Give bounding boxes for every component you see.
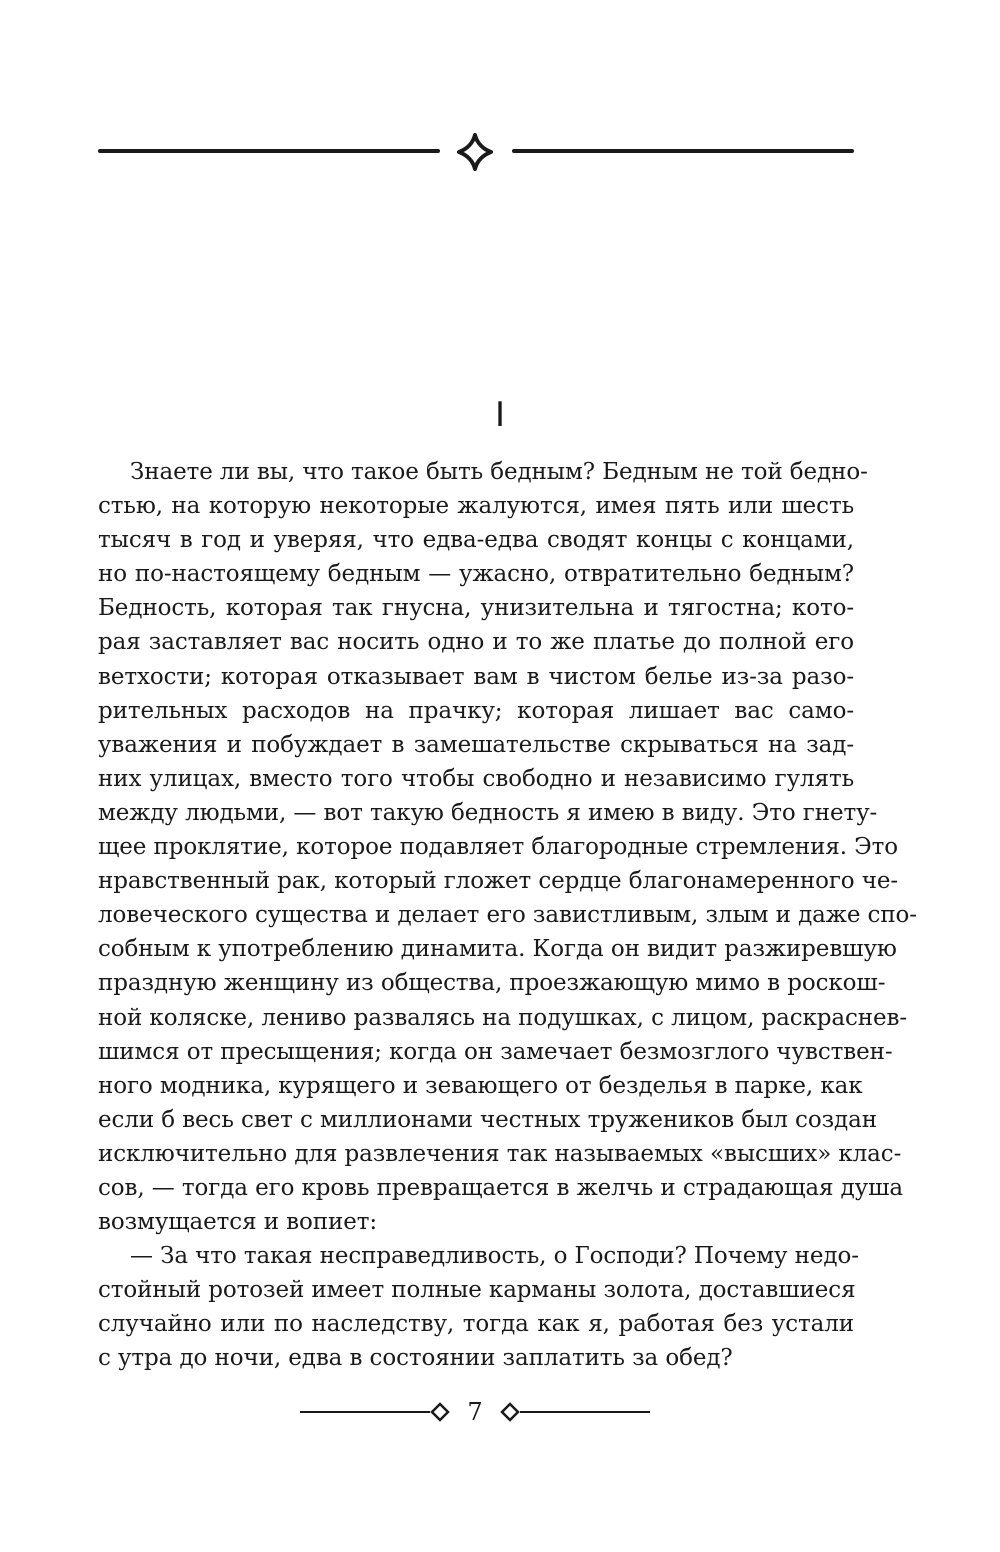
chapter-number: I — [494, 395, 506, 435]
diamond-small-icon — [500, 1402, 520, 1422]
text-line: уважения и побуждает в замешательстве скрываться на зад- — [98, 731, 854, 758]
text-line: между людьми, — вот такую бедность я имею в виду. Это гнету- — [98, 799, 878, 826]
page-number: 7 — [467, 1398, 483, 1426]
text-line: случайно или по наследству, тогда как я, работая без устали — [98, 1311, 854, 1338]
text-line: стью, на которую некоторые жалуются, имея пять или шесть — [98, 493, 854, 520]
ornament-line-right — [512, 149, 854, 153]
text-line: рая заставляет вас носить одно и то же платье до полной его — [98, 629, 854, 656]
top-ornament — [98, 132, 854, 172]
text-line: с утра до ночи, едва в состоянии заплатить за обед? — [98, 1345, 733, 1372]
text-line: но по-настоящему бедным — ужасно, отвратительно бедным? — [98, 561, 854, 588]
footer-line-left — [300, 1411, 430, 1413]
text-line: сов, — тогда его кровь превращается в желчь и страдающая душа — [98, 1174, 904, 1201]
text-line: ного модника, курящего и зевающего от безделья в парке, как — [98, 1072, 863, 1099]
text-line: тысяч в год и уверяя, что едва-едва сводят концы с концами, — [98, 527, 854, 554]
text-line: возмущается и вопиет: — [98, 1209, 377, 1236]
page-footer — [300, 1396, 650, 1428]
text-line: собным к употреблению динамита. Когда он видит разжиревшую — [98, 936, 897, 963]
text-line: исключительно для развлечения так называемых «высших» клас- — [98, 1140, 902, 1167]
diamond-small-icon — [430, 1402, 450, 1422]
text-line: нравственный рак, который гложет сердце благонамеренного че- — [98, 868, 899, 895]
text-line: если б весь свет с миллионами честных тружеников был создан — [98, 1106, 877, 1133]
diamond-ornament-icon — [456, 132, 494, 172]
text-line: ветхости; которая отказывает вам в чистом белье из-за разо- — [98, 663, 854, 690]
text-line: ной коляске, лениво развалясь на подушках, с лицом, раскраснев- — [98, 1004, 908, 1031]
text-line: праздную женщину из общества, проезжающую мимо в роскош- — [98, 970, 886, 997]
ornament-line-left — [98, 149, 440, 153]
text-line: рительных расходов на прачку; которая лишает вас само- — [98, 697, 854, 724]
footer-line-right — [520, 1411, 650, 1413]
text-line: щее проклятие, которое подавляет благородные стремления. Это — [98, 834, 899, 861]
text-line: — За что такая несправедливость, о Господи? Почему недо- — [130, 1243, 859, 1270]
text-line: ловеческого существа и делает его завистливым, злым и даже спо- — [98, 902, 917, 929]
text-line: Бедность, которая так гнусна, унизительна и тягостна; кото- — [98, 595, 854, 622]
text-line: шимся от пресыщения; когда он замечает безмозглого чувствен- — [98, 1038, 893, 1065]
text-line: стойный ротозей имеет полные карманы золота, доставшиеся — [98, 1277, 856, 1304]
text-line: них улицах, вместо того чтобы свободно и независимо гулять — [98, 765, 854, 792]
chapter-text — [98, 455, 917, 1376]
text-line: Знаете ли вы, что такое быть бедным? Бедным не той бедно- — [130, 459, 868, 485]
